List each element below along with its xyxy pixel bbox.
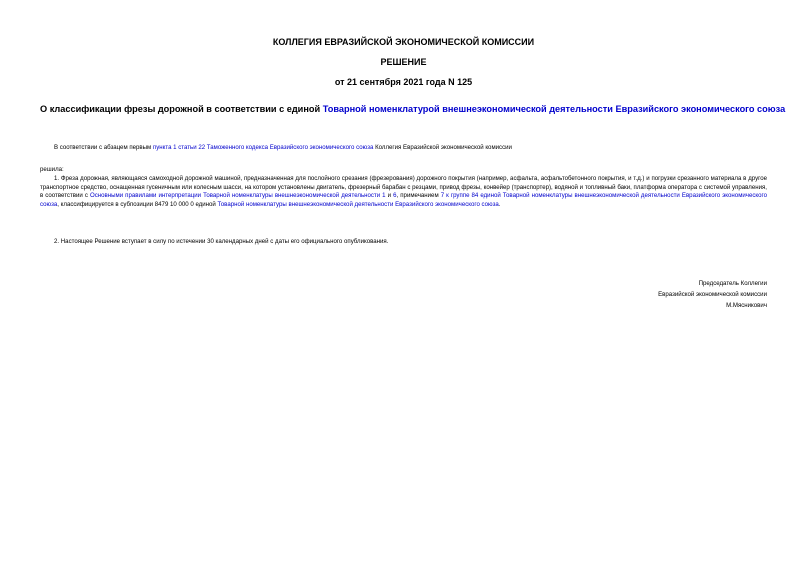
item1-text-2: и	[385, 192, 394, 200]
link-customs-code-article[interactable]: пункта 1 статьи 22 Таможенного кодекса Евразийского экономического союза	[152, 144, 374, 151]
link-rule-6[interactable]: 6	[393, 192, 397, 200]
link-note-7-group-84[interactable]: 7 к группе 84 единой Товарной номенклатуры внешнеэкономической деятельности Евразийского экономического союза	[40, 192, 767, 209]
link-tn-ved[interactable]: Товарной номенклатуры внешнеэкономической деятельности Евразийского экономического союза	[217, 201, 499, 209]
item-1-paragraph	[40, 175, 767, 210]
document-type: РЕШЕНИЕ	[380, 57, 427, 67]
signatory-position-line-1: Председатель Коллегии	[698, 280, 767, 287]
item1-text-3: , примечанием	[396, 192, 441, 200]
signatory-name: М.Мясникович	[726, 302, 767, 309]
document-title	[40, 103, 786, 115]
item1-text-5: .	[498, 201, 501, 209]
link-interpretation-rules[interactable]: Основными правилами интерпретации Товарной номенклатуры внешнеэкономической деятельности 1	[89, 192, 386, 200]
item1-text-4: , классифицируется в субпозиции 8479 10 000 0 единой	[57, 201, 218, 209]
item-2-paragraph: 2. Настоящее Решение вступает в силу по истечении 30 календарных дней с даты его официального опубликования.	[54, 238, 389, 245]
document-date-number: от 21 сентября 2021 года N 125	[334, 77, 473, 87]
resolved-label: решила:	[40, 166, 64, 173]
title-link-tn-ved[interactable]: Товарной номенклатурой внешнеэкономической деятельности Евразийского экономического союза	[322, 104, 786, 114]
issuing-body: КОЛЛЕГИЯ ЕВРАЗИЙСКОЙ ЭКОНОМИЧЕСКОЙ КОМИССИИ	[272, 37, 535, 47]
signatory-position-line-2: Евразийской экономической комиссии	[658, 291, 767, 298]
item1-text-1: 1. Фреза дорожная, являющаяся самоходной дорожной машиной, предназначенная для послойного срезания (фрезерования) дорожного покрытия (например, асфальта, асфальтобетонного покрытия, и т.д.) и погрузки срезанного материала в другое транспортное средство, оснащенная гусеничным или колесным шасси, на котором установлены двигатель, фрезерный барабан с резцами, привод фрезы, конвейер (транспортер), водяной и топливный баки, платформа оператора с системой управления, в соответствии с	[40, 175, 767, 200]
intro-text-2: Коллегия Евразийской экономической комиссии	[373, 144, 512, 151]
title-text: О классификации фрезы дорожной в соответствии с единой	[40, 104, 323, 114]
intro-text-1: В соответствии с абзацем первым	[54, 144, 153, 151]
intro-paragraph	[40, 144, 767, 153]
